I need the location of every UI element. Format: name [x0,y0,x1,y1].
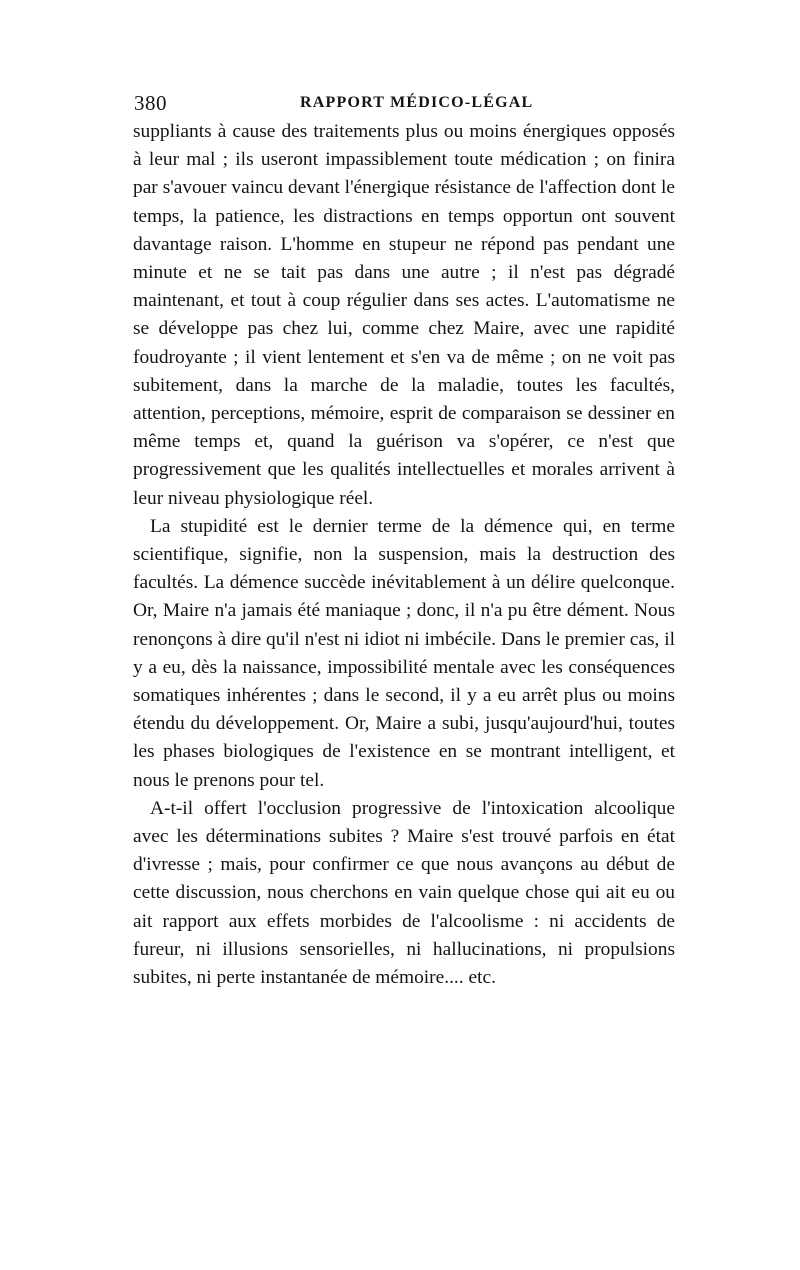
running-title: RAPPORT MÉDICO-LÉGAL [300,94,534,111]
paragraph-3: A-t-il offert l'occlusion progressive de l'intoxication alcoolique avec les déterminations subites ? Maire s'est trouvé parfois en état d'ivresse ; mais, pour confirmer ce que nous avançons au début de cette discussion, nous cherchons en vain quelque chose qui ait eu ou ait rapport aux effets morbides de l'alcoolisme : ni accidents de fureur, ni illusions sensorielles, ni hallucinations, ni propulsions subites, ni perte instantanée de mémoire.... etc. [133,797,675,989]
body-text [133,118,675,992]
running-head [133,88,675,118]
paragraph-2: La stupidité est le dernier terme de la démence qui, en terme scientifique, signifie, non la suspension, mais la destruction des facultés. La démence succède inévitablement à un délire quelconque. Or, Maire n'a jamais été maniaque ; donc, il n'a pu être dément. Nous renonçons à dire qu'il n'est ni idiot ni imbécile. Dans le premier cas, il y a eu, dès la naissance, impossibilité mentale avec les conséquences somatiques inhérentes ; dans le second, il y a eu arrêt plus ou moins étendu du développement. Or, Maire a subi, jusqu'aujourd'hui, toutes les phases biologiques de l'existence en se montrant intelligent, et nous le prenons pour tel. [133,515,675,791]
paragraph-1: suppliants à cause des traitements plus ou moins énergiques opposés à leur mal ; ils useront impassiblement toute médication ; on finira par s'avouer vaincu devant l'énergique résistance de l'affection dont le temps, la patience, les distractions en temps opportun ont souvent davantage raison. L'homme en stupeur ne répond pas pendant une minute et ne se tait pas dans une autre ; il n'est pas dégradé maintenant, et tout à coup régulier dans ses actes. L'automatisme ne se développe pas chez lui, comme chez Maire, avec une rapidité foudroyante ; il vient lentement et s'en va de même ; on ne voit pas subitement, dans la marche de la maladie, toutes les facultés, attention, perceptions, mémoire, esprit de comparaison se dessiner en même temps et, quand la guérison va s'opérer, ce n'est que progressivement que les qualités intellectuelles et morales arrivent à leur niveau physiologique réel. [133,121,675,509]
page-number: 380 [134,91,167,115]
book-page [133,88,675,992]
